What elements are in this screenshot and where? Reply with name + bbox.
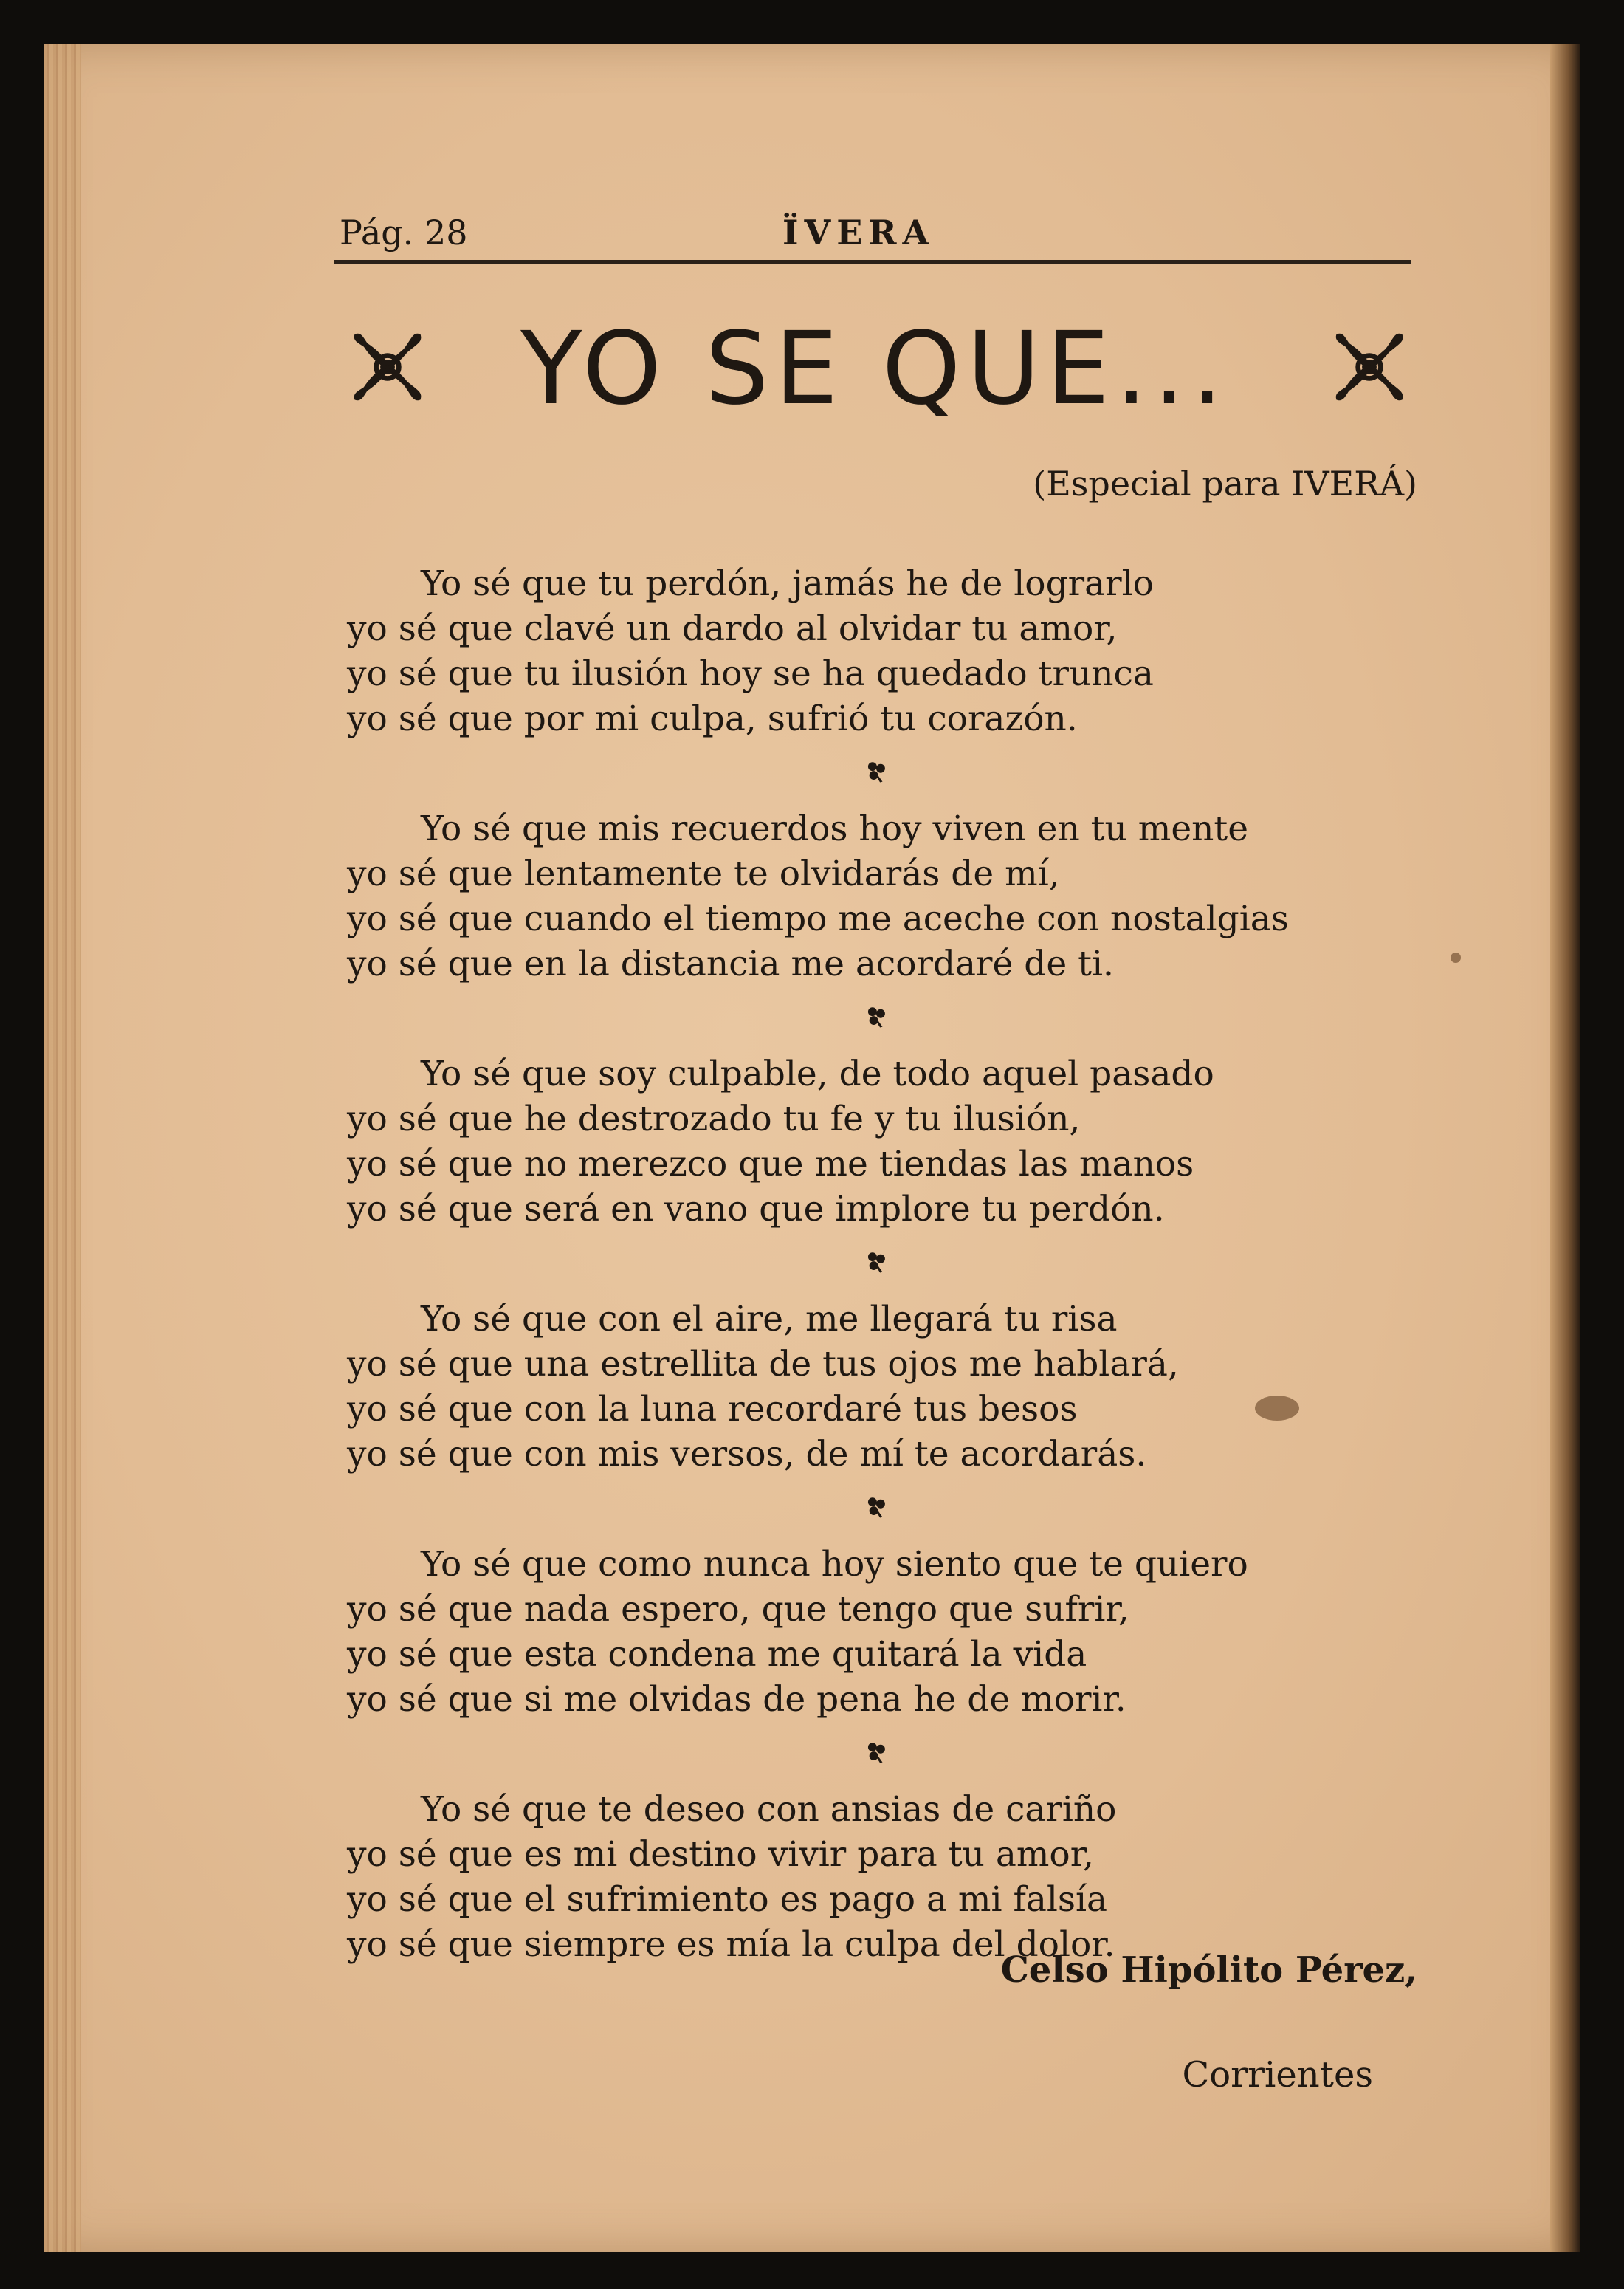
- verse-line: Yo sé que soy culpable, de todo aquel pasado: [421, 1054, 1214, 1094]
- verse-line: yo sé que lentamente te olvidarás de mí,: [347, 854, 1060, 894]
- verse-line: yo sé que es mi destino vivir para tu amor,: [347, 1834, 1094, 1875]
- quatrefoil-ornament-icon: [1329, 326, 1410, 408]
- stanza-divider: [347, 741, 1417, 806]
- journal-name: ÏVERA: [782, 213, 935, 253]
- stanza-divider: [347, 1477, 1417, 1542]
- verse-line: yo sé que esta condena me quitará la vida: [347, 1634, 1087, 1675]
- verse-line: yo sé que tu ilusión hoy se ha quedado trunca: [347, 653, 1154, 694]
- dedication: (Especial para IVERÁ): [1033, 464, 1417, 504]
- page-number: Pág. 28: [340, 213, 468, 253]
- verse-line: yo sé que he destrozado tu fe y tu ilusión,: [347, 1099, 1081, 1139]
- fleuron-icon: [864, 1249, 889, 1274]
- stanza-divider: [347, 1722, 1417, 1787]
- fleuron-icon: [864, 1004, 889, 1029]
- verse-line: Yo sé que como nunca hoy siento que te quiero: [421, 1544, 1248, 1585]
- title-row: [332, 311, 1417, 428]
- stanza: [347, 1051, 1417, 1232]
- verse-line: Yo sé que con el aire, me llegará tu risa: [421, 1299, 1118, 1339]
- fleuron-icon: [864, 759, 889, 784]
- verse-line: yo sé que el sufrimiento es pago a mi falsía: [347, 1879, 1108, 1920]
- verse-line: yo sé que nada espero, que tengo que sufrir,: [347, 1589, 1129, 1630]
- verse-line: yo sé que será en vano que implore tu perdón.: [347, 1189, 1165, 1229]
- verse-line: Yo sé que mis recuerdos hoy viven en tu mente: [421, 809, 1249, 849]
- verse-line: Yo sé que te deseo con ansias de cariño: [421, 1789, 1117, 1830]
- author-signature: Celso Hipólito Pérez,: [1000, 1949, 1417, 1991]
- stanza: [347, 806, 1417, 986]
- header-rule: [334, 260, 1411, 264]
- verse-line: yo sé que si me olvidas de pena he de morir.: [347, 1679, 1126, 1720]
- stanza-divider: [347, 986, 1417, 1051]
- stanza-divider: [347, 1232, 1417, 1297]
- verse-line: yo sé que con la luna recordaré tus besos: [347, 1389, 1078, 1430]
- verse-line: yo sé que por mi culpa, sufrió tu corazón.: [347, 699, 1078, 739]
- verse-line: yo sé que siempre es mía la culpa del dolor.: [347, 1924, 1115, 1965]
- paper-stain: [1451, 953, 1461, 963]
- page-edge-right: [1550, 44, 1580, 2252]
- verse-line: yo sé que no merezco que me tiendas las manos: [347, 1144, 1194, 1184]
- fleuron-icon: [864, 1740, 889, 1765]
- fleuron-icon: [864, 1494, 889, 1520]
- poem-title: YO SE QUE...: [520, 311, 1229, 428]
- author-place: Corrientes: [1182, 2054, 1373, 2096]
- verse-line: yo sé que con mis versos, de mí te acordarás.: [347, 1434, 1147, 1475]
- stanza: [347, 561, 1417, 741]
- verse-line: yo sé que cuando el tiempo me aceche con nostalgias: [347, 899, 1289, 939]
- stanza: [347, 1542, 1417, 1722]
- stanza: [347, 1787, 1417, 1967]
- page-edge-left: [44, 44, 81, 2252]
- poem-body: [347, 561, 1417, 1967]
- verse-line: yo sé que clavé un dardo al olvidar tu amor,: [347, 608, 1118, 649]
- verse-line: Yo sé que tu perdón, jamás he de lograrlo: [421, 563, 1154, 604]
- stanza: [347, 1297, 1417, 1477]
- running-head: [340, 213, 1410, 257]
- verse-line: yo sé que en la distancia me acordaré de ti.: [347, 944, 1114, 984]
- verse-line: yo sé que una estrellita de tus ojos me hablará,: [347, 1344, 1179, 1384]
